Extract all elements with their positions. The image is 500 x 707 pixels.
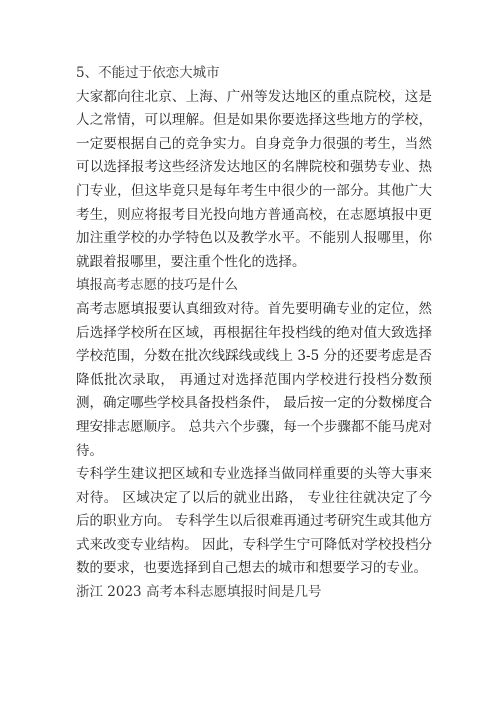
section5-paragraph: 大家都向往北京、上海、广州等发达地区的重点院校，这是人之常情，可以理解。但是如果你要选择这些地方的学校，一定要根据自己的竞争实力。自身竞争力很强的考生，当然可以选择报考这些经济发达地区的名牌院校和强势专业、热门专业，但这毕竟只是每年考生中很少的一部分。其他广大考生，则应将报考目光投向地方普通高校，在志愿填报中更加注重学校的办学特色以及教学水平。不能别人报哪里，你就跟着报哪里，要注重个性化的选择。 — [76, 88, 432, 270]
tips-heading: 填报高考志愿的技巧是什么 — [76, 277, 238, 294]
tips-paragraph-1: 高考志愿填报要认真细致对待。首先要明确专业的定位，然后选择学校所在区域，再根据往年投档线的绝对值大致选择学校范围，分数在批次线踩线或线上 3-5 分的还要考虑是否降低批次录取， 再通过对选择范围内学校进行投档分数预测，确定哪些学校具备投档条件， 最后按一定的分数梯度合理安排志愿顺序。 总共六个步骤，每一个步骤都不能马虎对待。 — [76, 300, 432, 459]
tips-paragraph-2: 专科学生建议把区域和专业选择当做同样重要的头等大事来对待。 区域决定了以后的就业出路， 专业往往就决定了今后的职业方向。 专科学生以后很难再通过考研究生或其他方式来改变专业结构。 因此，专科学生宁可降低对学校投档分数的要求，也要选择到自己想去的城市和想要学习的专业。 — [76, 466, 432, 577]
zhejiang-heading: 浙江 2023 高考本科志愿填报时间是几号 — [76, 584, 322, 601]
document-page — [76, 62, 432, 605]
section5-heading: 5、不能过于依恋大城市 — [76, 65, 220, 81]
